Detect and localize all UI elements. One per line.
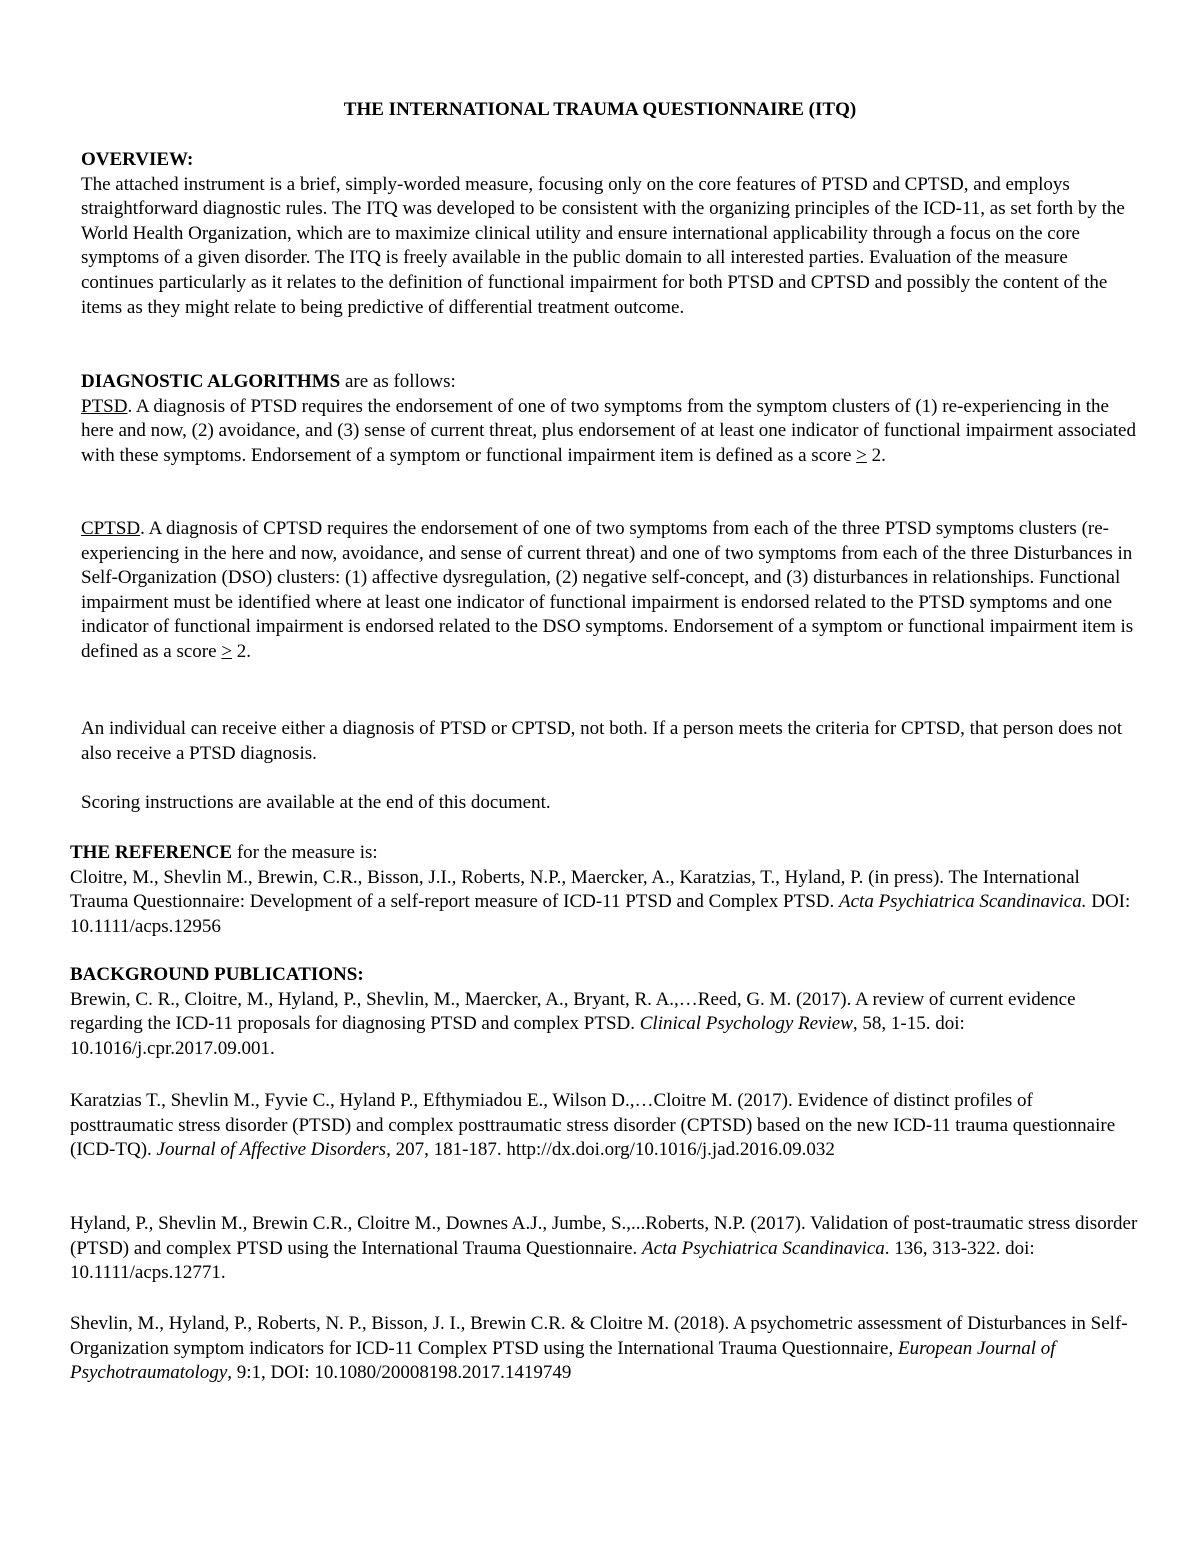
cptsd-label: CPTSD bbox=[81, 518, 141, 539]
pub-text: Karatzias T., Shevlin M., Fyvie C., Hyland P., Efthymiadou E., Wilson D.,…Cloitre M. (2017). Evidence of distinct profiles of posttraumatic stress disorder (PTSD) and complex posttraumatic stress disorder (CPTSD) based on the new ICD-11 trauma questionnaire (ICD-TQ). bbox=[70, 1090, 1116, 1161]
reference-section bbox=[70, 841, 1140, 939]
cptsd-paragraph bbox=[81, 517, 1141, 665]
cptsd-section bbox=[81, 517, 1141, 665]
background-heading: BACKGROUND PUBLICATIONS: bbox=[70, 964, 364, 985]
either-or-section bbox=[81, 717, 1141, 766]
cptsd-score-end: 2. bbox=[232, 640, 252, 662]
background-pub-block bbox=[70, 1089, 1140, 1163]
pub-journal: Acta Psychiatrica Scandinavica bbox=[642, 1237, 885, 1259]
overview-section bbox=[81, 148, 1141, 320]
pub-tail: , 9:1, DOI: 10.1080/20008198.2017.1419749 bbox=[227, 1362, 572, 1384]
pub-journal: Clinical Psychology Review bbox=[639, 1013, 853, 1035]
pub-tail: . 136, 313-322. doi: 10.1111/acps.12771. bbox=[70, 1237, 1035, 1284]
pub-journal: Journal of Affective Disorders, bbox=[156, 1139, 391, 1161]
reference-heading-suffix: for the measure is: bbox=[232, 842, 378, 863]
reference-heading: THE REFERENCE bbox=[70, 842, 233, 863]
ptsd-score-end: 2. bbox=[866, 444, 886, 466]
scoring-text: Scoring instructions are available at the end of this document. bbox=[81, 792, 551, 813]
overview-heading: OVERVIEW: bbox=[81, 149, 194, 170]
background-pub bbox=[70, 1312, 1140, 1386]
overview-body: The attached instrument is a brief, simply-worded measure, focusing only on the core features of PTSD and CPTSD, and employs straightforward diagnostic rules. The ITQ was developed to be consistent with the organizing principles of the ICD-11, as set forth by the World Health Organization, which are to maximize clinical utility and ensure international applicability through a focus on the core symptoms of a given disorder. The ITQ is freely available in the public domain to all interested parties. Evaluation of the measure continues particularly as it relates to the definition of functional impairment for both PTSD and CPTSD and possibly the content of the items as they might relate to being predictive of differential treatment outcome. bbox=[81, 173, 1125, 318]
algorithms-heading-line bbox=[81, 370, 1141, 395]
pub-tail: 207, 181-187. http://dx.doi.org/10.1016/j.jad.2016.09.032 bbox=[390, 1139, 835, 1161]
background-section bbox=[70, 963, 1140, 1061]
background-pub-block bbox=[70, 1312, 1140, 1386]
reference-citation-text: Cloitre, M., Shevlin M., Brewin, C.R., Bisson, J.I., Roberts, N.P., Maercker, A., Karatzias, T., Hyland, P. (in press). The International Trauma Questionnaire: Development of a self-report measure of ICD-11 PTSD and Complex PTSD. bbox=[70, 866, 1080, 913]
algorithms-heading-suffix: are as follows: bbox=[340, 371, 456, 392]
reference-heading-line bbox=[70, 841, 1140, 866]
ptsd-body: . A diagnosis of PTSD requires the endorsement of one of two symptoms from the symptom clusters of (1) re-experiencing in the here and now, (2) avoidance, and (3) sense of current threat, plus endorsement of at least one indicator of functional impairment associated with these symptoms. Endorsement of a symptom or functional impairment item is defined as a score bbox=[81, 395, 1136, 466]
ptsd-paragraph bbox=[81, 395, 1141, 469]
background-pub bbox=[70, 988, 1140, 1062]
background-pub bbox=[70, 1212, 1140, 1286]
reference-citation bbox=[70, 866, 1140, 940]
scoring-section bbox=[81, 791, 1141, 816]
pub-text: Brewin, C. R., Cloitre, M., Hyland, P., Shevlin, M., Maercker, A., Bryant, R. A.,…Reed, G. M. (2017). A review of current evidence regarding the ICD-11 proposals for diagnosing PTSD and complex PTSD. bbox=[70, 988, 1076, 1035]
ge-symbol: > bbox=[221, 640, 233, 662]
pub-journal: European Journal of Psychotraumatology bbox=[70, 1337, 1056, 1384]
cptsd-body: . A diagnosis of CPTSD requires the endorsement of one of two symptoms from each of the three PTSD symptoms clusters (re-experiencing in the here and now, avoidance, and sense of current threat) and one of two symptoms from each of the three Disturbances in Self-Organization (DSO) clusters: (1) affective dysregulation, (2) negative self-concept, and (3) disturbances in relationships. Functional impairment must be identified where at least one indicator of functional impairment is endorsed related to the PTSD symptoms and one indicator of functional impairment is endorsed related to the DSO symptoms. Endorsement of a symptom or functional impairment item is defined as a score bbox=[81, 518, 1134, 662]
algorithms-heading: DIAGNOSTIC ALGORITHMS bbox=[81, 371, 341, 392]
reference-journal: Acta Psychiatrica Scandinavica. bbox=[839, 891, 1087, 913]
either-or-text: An individual can receive either a diagnosis of PTSD or CPTSD, not both. If a person meets the criteria for CPTSD, that person does not also receive a PTSD diagnosis. bbox=[81, 718, 1123, 764]
algorithms-section bbox=[81, 370, 1141, 468]
background-pub-block bbox=[70, 1212, 1140, 1286]
document-title: THE INTERNATIONAL TRAUMA QUESTIONNAIRE (ITQ) bbox=[343, 99, 857, 120]
reference-doi: DOI: 10.1111/acps.12956 bbox=[70, 891, 1131, 937]
pub-text: Shevlin, M., Hyland, P., Roberts, N. P., Bisson, J. I., Brewin C.R. & Cloitre M. (2018). A psychometric assessment of Disturbances in Self-Organization symptom indicators for ICD-11 Complex PTSD using the International Trauma Questionnaire, bbox=[70, 1313, 1128, 1359]
ge-symbol: > bbox=[856, 444, 867, 466]
ptsd-label: PTSD bbox=[81, 395, 128, 417]
pub-text: Hyland, P., Shevlin M., Brewin C.R., Cloitre M., Downes A.J., Jumbe, S.,...Roberts, N.P. (2017). Validation of post-traumatic stress disorder (PTSD) and complex PTSD using the International Trauma Questionnaire. bbox=[70, 1213, 1138, 1259]
pub-tail: , 58, 1-15. doi: 10.1016/j.cpr.2017.09.001. bbox=[70, 1013, 965, 1059]
background-pub bbox=[70, 1089, 1140, 1163]
